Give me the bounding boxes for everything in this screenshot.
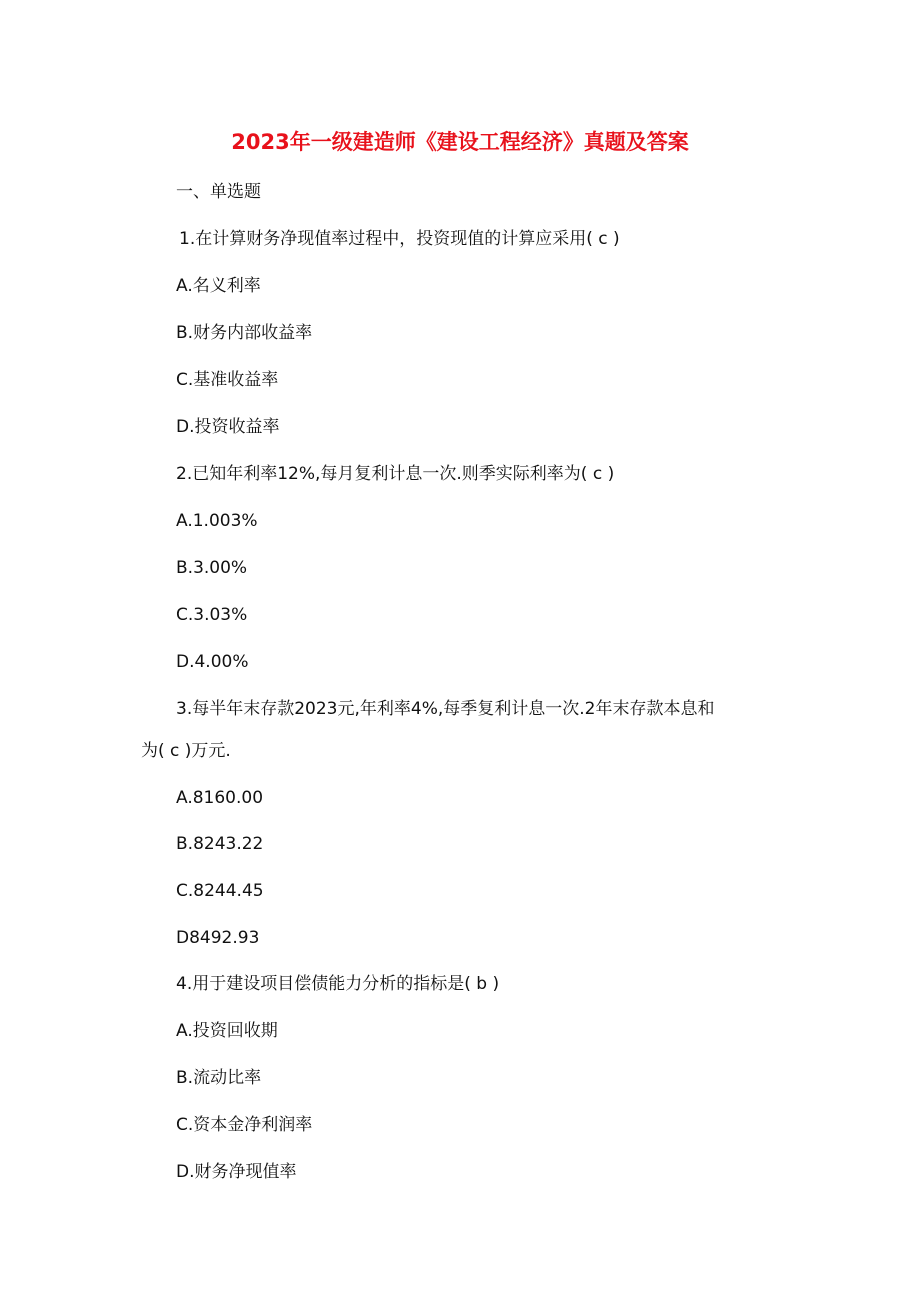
question-3-option-c: C.8244.45 [176,881,264,901]
question-4-stem: 4.用于建设项目偿债能力分析的指标是( b ) [176,974,500,994]
question-3-option-b: B.8243.22 [176,834,264,854]
question-3-stem-continued: 为( c )万元. [141,741,231,761]
section-heading: 一、单选题 [176,182,261,202]
question-2-option-b: B.3.00% [176,558,248,578]
question-3-stem: 3.每半年末存款2023元,年利率4%,每季复利计息一次.2年末存款本息和 [176,699,715,719]
question-2-option-d: D.4.00% [176,652,249,672]
question-1-option-b: B.财务内部收益率 [176,323,313,343]
question-4-option-d: D.财务净现值率 [176,1162,297,1182]
question-1-option-c: C.基准收益率 [176,370,279,390]
question-4-option-b: B.流动比率 [176,1068,262,1088]
question-1-stem: 1.在计算财务净现值率过程中，投资现值的计算应采用( c ) [179,229,620,249]
question-4-option-a: A.投资回收期 [176,1021,278,1041]
question-4-option-c: C.资本金净利润率 [176,1115,313,1135]
question-1-option-a: A.名义利率 [176,276,261,296]
question-2-stem: 2.已知年利率12%,每月复利计息一次.则季实际利率为( c ) [176,464,615,484]
question-1-option-d: D.投资收益率 [176,417,280,437]
document-title: 2023年一级建造师《建设工程经济》真题及答案 [231,130,689,154]
question-2-option-c: C.3.03% [176,605,248,625]
question-3-option-d: D8492.93 [176,928,260,948]
question-3-option-a: A.8160.00 [176,788,264,808]
question-2-option-a: A.1.003% [176,511,258,531]
